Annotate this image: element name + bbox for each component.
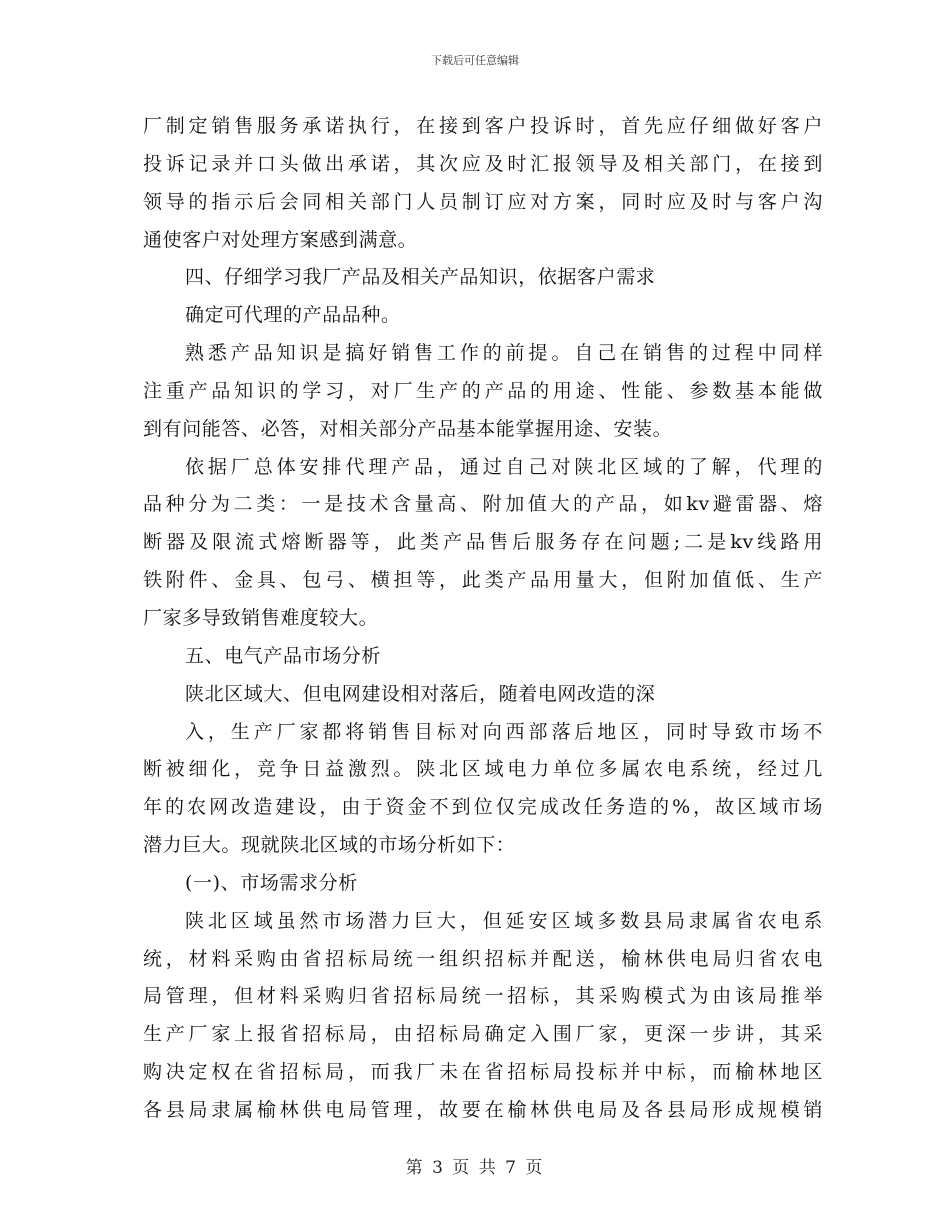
text-line: 品种分为二类：一是技术含量高、附加值大的产品，如kv避雷器、熔 <box>143 493 823 516</box>
page-header-note: 下载后可任意编辑 <box>431 54 519 67</box>
page-number-footer: 第 3 页 共 7 页 <box>405 1158 545 1178</box>
text-line: 领导的指示后会同相关部门人员制订应对方案，同时应及时与客户沟 <box>143 190 823 213</box>
text-line: 各县局隶属榆林供电局管理，故要在榆林供电局及各县局形成规模销 <box>143 1098 823 1121</box>
text-line: 断器及限流式熔断器等，此类产品售后服务存在问题;二是kv线路用 <box>143 531 823 554</box>
text-line: 陕北区域大、但电网建设相对落后，随着电网改造的深 <box>185 682 656 705</box>
text-line: 通使客户对处理方案感到满意。 <box>143 228 418 251</box>
text-line: 局管理，但材料采购归省招标局统一招标，其采购模式为由该局推举 <box>143 985 823 1008</box>
text-line: 五、电气产品市场分析 <box>185 644 382 667</box>
text-line: 确定可代理的产品品种。 <box>185 304 401 327</box>
text-line: 厂制定销售服务承诺执行，在接到客户投诉时，首先应仔细做好客户 <box>143 115 823 137</box>
text-line: 铁附件、金具、包弓、横担等，此类产品用量大，但附加值低、生产 <box>143 569 823 592</box>
text-line: 注重产品知识的学习，对厂生产的产品的用途、性能、参数基本能做 <box>143 379 823 402</box>
text-line: 投诉记录并口头做出承诺，其次应及时汇报领导及相关部门，在接到 <box>143 152 823 175</box>
text-line: 断被细化，竞争日益激烈。陕北区域电力单位多属农电系统，经过几 <box>143 758 823 781</box>
text-line: 熟悉产品知识是搞好销售工作的前提。自己在销售的过程中同样 <box>185 342 823 365</box>
text-line: 到有问能答、必答，对相关部分产品基本能掌握用途、安装。 <box>143 417 673 440</box>
text-line: 潜力巨大。现就陕北区域的市场分析如下： <box>143 834 516 857</box>
text-line: 购决定权在省招标局，而我厂未在省招标局投标并中标，而榆林地区 <box>143 1061 823 1084</box>
text-line: 厂家多导致销售难度较大。 <box>143 606 379 629</box>
text-line: 统，材料采购由省招标局统一组织招标并配送，榆林供电局归省农电 <box>143 947 823 970</box>
text-line: 陕北区域虽然市场潜力巨大，但延安区域多数县局隶属省农电系 <box>185 909 823 932</box>
text-line: 年的农网改造建设，由于资金不到位仅完成改任务造的%，故区域市场 <box>143 796 823 819</box>
text-line: (一)、市场需求分析 <box>185 871 358 894</box>
text-line: 依据厂总体安排代理产品，通过自己对陕北区域的了解，代理的 <box>185 455 823 478</box>
text-line: 生产厂家上报省招标局，由招标局确定入围厂家，更深一步讲，其采 <box>143 1023 823 1046</box>
text-line: 四、仔细学习我厂产品及相关产品知识，依据客户需求 <box>185 266 656 289</box>
text-line: 入，生产厂家都将销售目标对向西部落后地区，同时导致市场不 <box>185 720 823 743</box>
document-body <box>143 108 823 1130</box>
